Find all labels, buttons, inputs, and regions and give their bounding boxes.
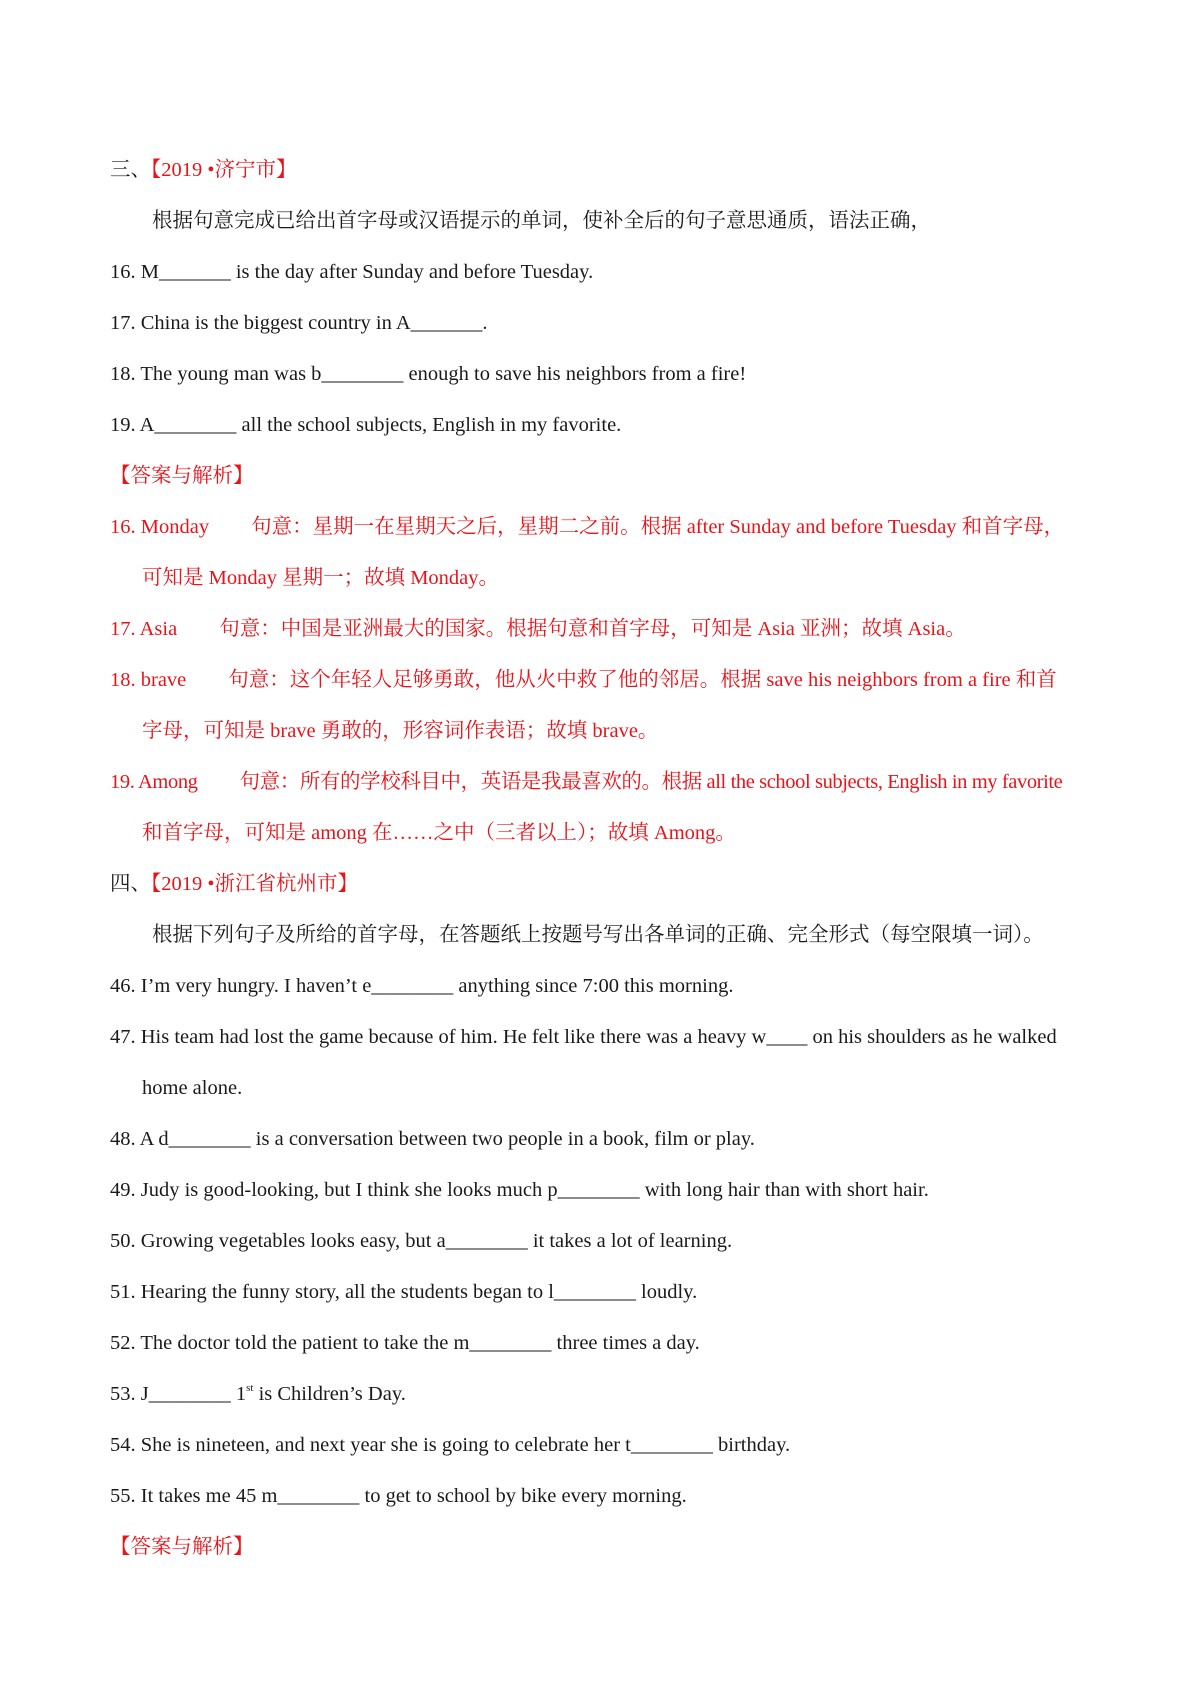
answer-18-continued: 字母，可知是 brave 勇敢的，形容词作表语；故填 brave。 xyxy=(142,720,659,742)
question-48: 48. A d________ is a conversation between two people in a book, film or play. xyxy=(110,1128,755,1150)
section-3-instruction: 根据句意完成已给出首字母或汉语提示的单词，使补全后的句子意思通质，语法正确， xyxy=(152,210,931,232)
answer-17-word: 17. Asia xyxy=(110,618,178,640)
answer-19 xyxy=(110,772,1110,793)
question-49: 49. Judy is good-looking, but I think she looks much p________ with long hair than with short hair. xyxy=(110,1179,929,1201)
answer-16-continued: 可知是 Monday 星期一；故填 Monday。 xyxy=(142,567,500,589)
section-3-tag: 【2019 •济宁市】 xyxy=(151,159,297,181)
answer-19-word: 19. Among xyxy=(110,771,198,793)
question-54: 54. She is nineteen, and next year she is going to celebrate her t________ birthday. xyxy=(110,1434,791,1456)
answer-18-word: 18. brave xyxy=(110,669,187,691)
question-51: 51. Hearing the funny story, all the students began to l________ loudly. xyxy=(110,1281,698,1303)
question-46: 46. I’m very hungry. I haven’t e________ anything since 7:00 this morning. xyxy=(110,975,734,997)
question-53 xyxy=(110,1384,1110,1405)
answer-17 xyxy=(110,619,1110,640)
section-3-prefix: 三、 xyxy=(110,159,151,181)
question-47: 47. His team had lost the game because of him. He felt like there was a heavy w____ on his shoulders as he walked xyxy=(110,1026,1057,1048)
question-53-start: 53. J________ 1 xyxy=(110,1383,247,1405)
question-19: 19. A________ all the school subjects, English in my favorite. xyxy=(110,414,622,436)
question-53-end: is Children’s Day. xyxy=(253,1383,406,1405)
answer-16 xyxy=(110,517,1110,538)
answer-17-explanation: 句意：中国是亚洲最大的国家。根据句意和首字母，可知是 Asia 亚洲；故填 Asia。 xyxy=(219,618,966,640)
answer-18-explanation: 句意：这个年轻人足够勇敢，他从火中救了他的邻居。根据 save his neighbors from a fire 和首 xyxy=(228,669,1057,691)
question-47-continued: home alone. xyxy=(142,1077,243,1099)
section-4-tag: 【2019 •浙江省杭州市】 xyxy=(151,873,359,895)
section-4-answer-header: 【答案与解析】 xyxy=(110,1536,254,1558)
section-4-prefix: 四、 xyxy=(110,873,151,895)
question-52: 52. The doctor told the patient to take the m________ three times a day. xyxy=(110,1332,700,1354)
section-3-heading xyxy=(110,160,1110,181)
answer-19-explanation: 句意：所有的学校科目中，英语是我最喜欢的。根据 all the school subjects, English in my favorite xyxy=(239,771,1063,793)
answer-16-word: 16. Monday xyxy=(110,516,210,538)
question-55: 55. It takes me 45 m________ to get to school by bike every morning. xyxy=(110,1485,687,1507)
question-53-superscript: st xyxy=(246,1382,254,1394)
section-3-answer-header: 【答案与解析】 xyxy=(110,465,254,487)
answer-16-explanation: 句意：星期一在星期天之后，星期二之前。根据 after Sunday and before Tuesday 和首字母， xyxy=(251,516,1065,538)
section-4-heading xyxy=(110,874,1110,895)
question-17: 17. China is the biggest country in A_______. xyxy=(110,312,488,334)
answer-18 xyxy=(110,670,1110,691)
question-50: 50. Growing vegetables looks easy, but a________ it takes a lot of learning. xyxy=(110,1230,733,1252)
answer-19-continued: 和首字母，可知是 among 在……之中（三者以上）；故填 Among。 xyxy=(142,822,736,844)
question-16: 16. M_______ is the day after Sunday and before Tuesday. xyxy=(110,261,594,283)
section-4-instruction: 根据下列句子及所给的首字母，在答题纸上按题号写出各单词的正确、完全形式（每空限填一词）。 xyxy=(152,924,1044,946)
question-18: 18. The young man was b________ enough to save his neighbors from a fire! xyxy=(110,363,747,385)
